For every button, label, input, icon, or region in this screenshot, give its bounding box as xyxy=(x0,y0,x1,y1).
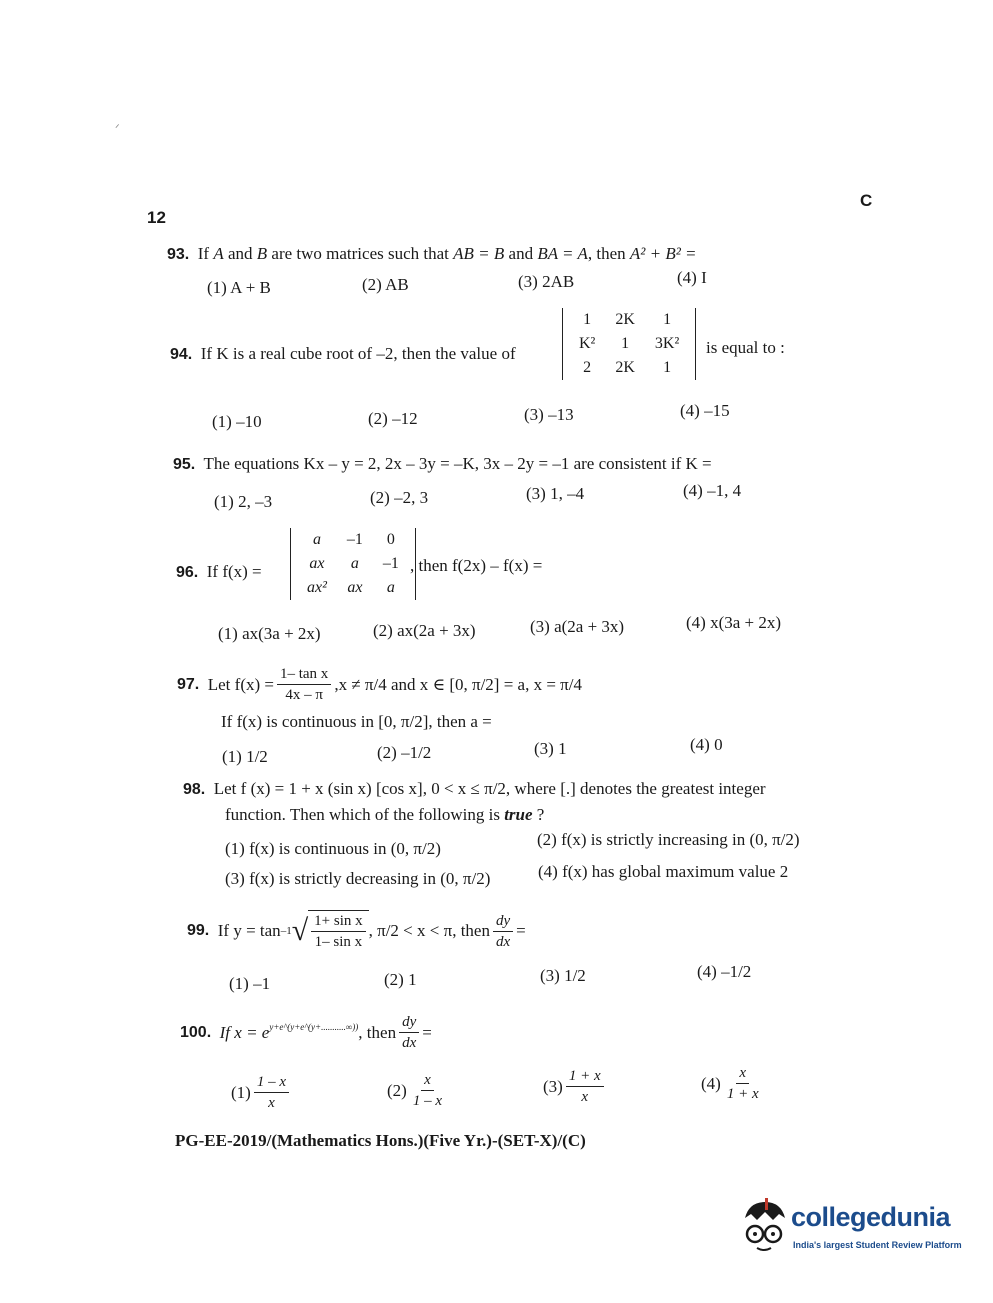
q97-option-2: (2) –1/2 xyxy=(377,743,432,762)
q94-determinant xyxy=(562,308,696,380)
paper-code-footer: PG-EE-2019/(Mathematics Hons.)(Five Yr.)-(SET-X)/(C) xyxy=(175,1131,586,1150)
det-cell: 1 xyxy=(621,335,630,352)
question-99: 99. If y = tan –1 √ $\frac{\text{1+ sin x}}{\text{1– sin x}}$ , π/2 < x < π, then $\frac{dy}{dx}$ = xyxy=(187,910,526,952)
q94-option-4: (4) –15 xyxy=(680,401,730,420)
det-cell: ax² xyxy=(307,579,327,596)
q97-option-1: (1) 1/2 xyxy=(222,747,268,766)
det-cell: 2K xyxy=(615,311,635,328)
q99-sqrt: √ $\frac{\text{1+ sin x}}{\text{1– sin x}}$ xyxy=(292,910,369,952)
q97-option-4: (4) 0 xyxy=(690,735,723,754)
q98-option-2: (2) f(x) is strictly increasing in (0, π/2) xyxy=(537,830,800,849)
det-cell: 1 xyxy=(583,311,592,328)
q94-option-3: (3) –13 xyxy=(524,405,574,424)
q93-option-1: (1) A + B xyxy=(207,278,271,297)
logo-wordmark: collegedunia xyxy=(791,1202,951,1232)
det-cell: 2K xyxy=(615,359,635,376)
q96-option-4: (4) x(3a + 2x) xyxy=(686,613,782,632)
q95-option-4: (4) –1, 4 xyxy=(683,481,742,500)
q94-option-1: (1) –10 xyxy=(212,412,262,431)
det-cell: 0 xyxy=(386,531,395,548)
q95-option-3: (3) 1, –4 xyxy=(526,484,585,503)
q99-option-4: (4) –1/2 xyxy=(697,962,752,981)
question-94-stem: 94. If K is a real cube root of –2, then the value of xyxy=(170,344,516,363)
det-cell: –1 xyxy=(346,531,363,548)
q100-option-4: (4) $\frac{x}{1 + x}$ xyxy=(701,1065,759,1102)
q93-option-4: (4) I xyxy=(677,268,707,287)
q98-option-3: (3) f(x) is strictly decreasing in (0, π/2) xyxy=(225,869,491,888)
q96-option-1: (1) ax(3a + 2x) xyxy=(218,624,321,643)
q99-option-2: (2) 1 xyxy=(384,970,417,989)
q100-option-3: (3) $\frac{1 + x}{x}$ xyxy=(543,1066,607,1107)
mascot-icon xyxy=(735,1196,793,1256)
q99-option-1: (1) –1 xyxy=(229,974,271,993)
q96-option-3: (3) a(2a + 3x) xyxy=(530,617,625,636)
det-cell: a xyxy=(350,555,359,572)
det-cell: 2 xyxy=(583,359,592,376)
q94-option-2: (2) –12 xyxy=(368,409,418,428)
q100-derivative: $\frac{dy}{dx}$ xyxy=(399,1012,419,1053)
det-cell: 1 xyxy=(663,311,672,328)
question-97: 97. Let f(x) = $\frac{\text{1– tan x}}{4x - \pi}$ ,x ≠ π/4 and x ∈ [0, π/2] = a, x = π/4 xyxy=(177,666,582,703)
q97-line2: If f(x) is continuous in [0, π/2], then a = xyxy=(221,712,492,731)
q94-tail: is equal to : xyxy=(706,338,785,357)
question-95: 95. The equations Kx – y = 2, 2x – 3y = –K, 3x – 2y = –1 are consistent if K = xyxy=(173,454,712,473)
q93-option-3: (3) 2AB xyxy=(518,272,575,291)
det-cell: ax xyxy=(347,579,363,596)
question-100: 100. If x = e $^{y+e\^{}(y+e\^{}(y+...........\infty))}$ , then $\frac{dy}{dx}$ = xyxy=(180,1014,432,1051)
q100-option-2: (2) $\frac{x}{1 - x}$ xyxy=(387,1072,442,1109)
q96-option-2: (2) ax(2a + 3x) xyxy=(373,621,476,640)
page-number: 12 xyxy=(147,208,166,227)
q96-tail: , then f(2x) – f(x) = xyxy=(410,556,543,575)
question-98-line1: 98. Let f (x) = 1 + x (sin x) [cos x], 0 < x ≤ π/2, where [.] denotes the greatest integer xyxy=(183,779,766,798)
q98-option-1: (1) f(x) is continuous in (0, π/2) xyxy=(225,839,441,858)
set-label: C xyxy=(860,191,873,210)
q95-option-2: (2) –2, 3 xyxy=(370,488,429,507)
det-cell: 1 xyxy=(663,359,672,376)
det-cell: a xyxy=(386,579,395,596)
q98-option-4: (4) f(x) has global maximum value 2 xyxy=(538,862,789,881)
det-cell: a xyxy=(312,531,321,548)
q97-option-3: (3) 1 xyxy=(534,739,567,758)
q99-option-3: (3) 1/2 xyxy=(540,966,586,985)
q99-derivative: $\frac{dy}{dx}$ xyxy=(493,911,513,952)
question-96-prefix: 96. If f(x) = xyxy=(176,562,262,581)
q97-fraction: $\frac{\text{1– tan x}}{4x - \pi}$ xyxy=(277,664,331,705)
q96-determinant xyxy=(290,528,416,600)
det-cell: ax xyxy=(309,555,325,572)
det-cell: –1 xyxy=(382,555,399,572)
q93-option-2: (2) AB xyxy=(362,275,409,294)
det-cell: 3K² xyxy=(654,335,680,352)
question-93: 93. If A and B are two matrices such that AB = B and BA = A, then A² + B² = xyxy=(167,244,697,263)
logo-tagline: India's largest Student Review Platform xyxy=(793,1240,962,1250)
scan-mark: ᐟ xyxy=(115,122,120,135)
q95-option-1: (1) 2, –3 xyxy=(214,492,273,511)
question-98-line2: function. Then which of the following is true ? xyxy=(225,805,545,824)
collegedunia-logo[interactable] xyxy=(735,1196,965,1266)
q100-option-1: (1) $\frac{1 - x}{x}$ xyxy=(231,1072,292,1113)
det-cell: K² xyxy=(579,335,596,352)
